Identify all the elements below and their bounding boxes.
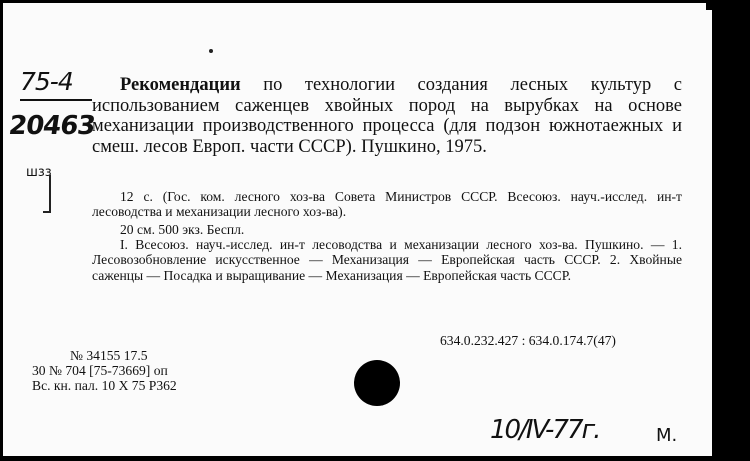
handwritten-underline <box>20 99 92 101</box>
punch-hole <box>354 360 400 406</box>
title-first-word: Рекомендации <box>120 75 241 95</box>
handwritten-code: 75-4 <box>20 67 73 96</box>
catalog-number-line: № 34155 17.5 <box>70 348 148 363</box>
handwritten-accession-number: 20463 <box>6 111 97 141</box>
title-remainder: по технологии создания лесных культур с использованием саженцев хвойных пород на вырубках на основе механизации производственного процесса (для подзон южнотаежных и смеш. лесов Европ. части СССР). Пушкино, 1975. <box>92 75 682 157</box>
handwritten-side-mark: шзз <box>26 165 52 180</box>
scan-dark-edge <box>712 0 750 461</box>
book-chamber-line: Вс. кн. пал. 10 X 75 P362 <box>32 378 177 393</box>
handwritten-bracket <box>43 175 51 213</box>
udc-classification: 634.0.232.427 : 634.0.174.7(47) <box>440 333 616 348</box>
size-and-copies: 20 см. 500 экз. Беспл. <box>120 222 245 237</box>
scan-corner-notch <box>706 0 720 10</box>
order-number-line: 30 № 704 [75-73669] оп <box>32 363 168 378</box>
library-catalog-card <box>3 3 712 456</box>
publication-details: 12 с. (Гос. ком. лесного хоз-ва Совета Министров СССР. Всесоюз. науч.-исслед. ин-т лесоводства и механизации лесного хоз-ва). <box>92 189 682 220</box>
handwritten-signature-date: 10/IV-77г. <box>490 415 600 445</box>
card-title <box>92 75 682 157</box>
handwritten-corner-mark: М. <box>656 425 678 446</box>
ink-dot <box>209 49 213 53</box>
subject-entries: I. Всесоюз. науч.-исслед. ин-т лесоводства и механизации лесного хоз-ва. Пушкино. — 1. Лесовозобновление искусственное — Механизация — Европейская часть СССР. 2. Хвойные саженцы — Посадка и выращивание — Механизация — Европейская часть СССР. <box>92 237 682 283</box>
